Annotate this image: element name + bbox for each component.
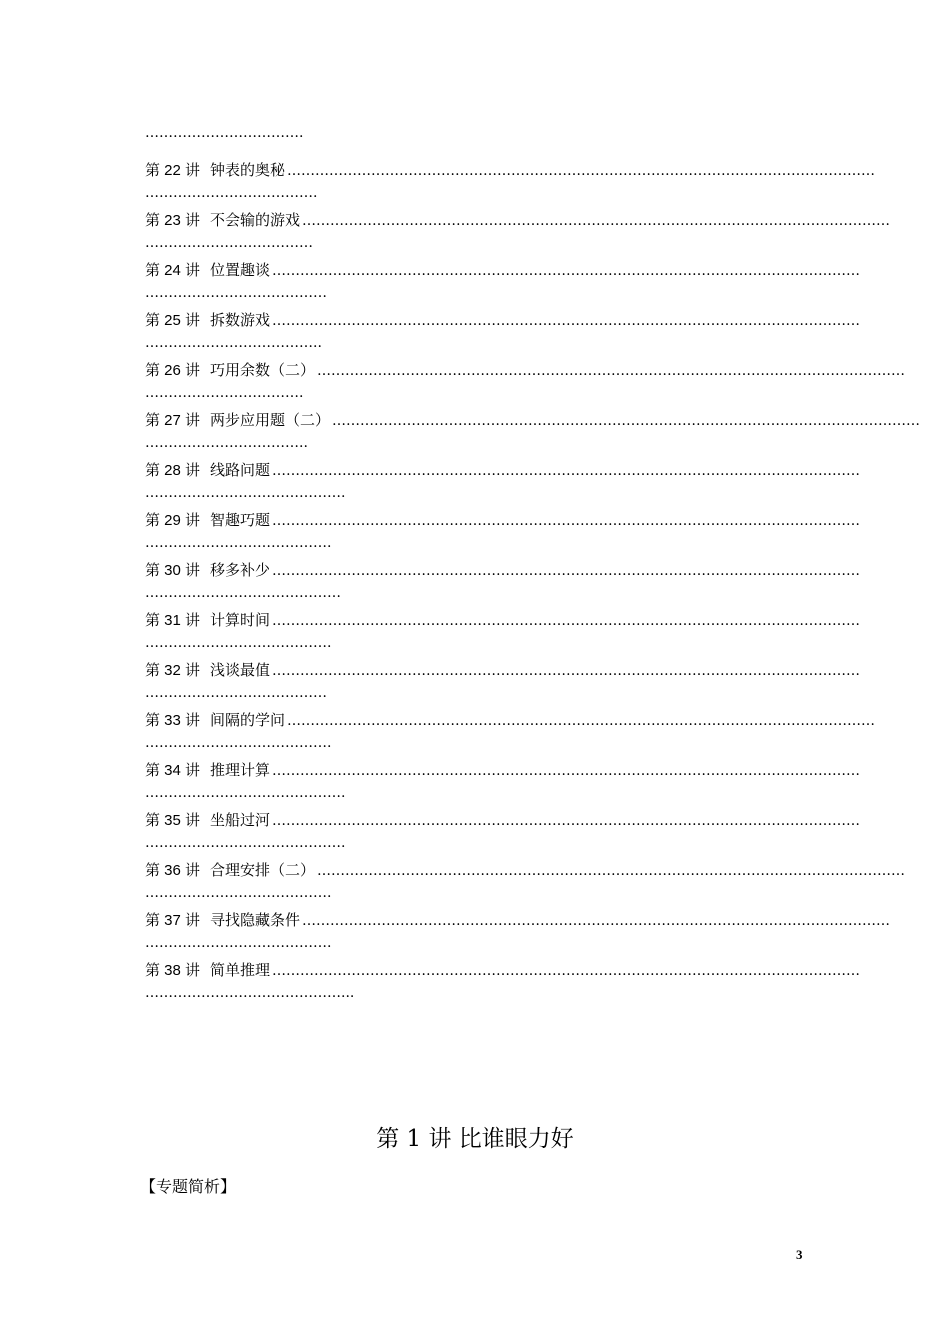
toc-leader-tail: …………………………………. — [145, 735, 332, 751]
toc-entry-title: 位置趣谈 — [210, 261, 271, 279]
toc-leader-dots: ……………………………………………………………………………………………………………… — [272, 513, 861, 529]
toc-leader-tail: ……………………………… — [145, 235, 313, 251]
toc-leader-dots: ……………………………………………………………………………………………………………… — [272, 563, 861, 579]
toc-entry[interactable] — [145, 358, 906, 408]
toc-entry-number: 第 31 讲 — [145, 612, 201, 629]
toc-leader-tail: …………………………………. — [145, 935, 332, 951]
toc-leader-tail: …………………………….. — [145, 435, 308, 451]
toc-leader-tail: …………………………………. — [145, 535, 332, 551]
toc-entry-title: 计算时间 — [210, 611, 271, 629]
toc-entry[interactable] — [145, 658, 861, 708]
toc-leader-tail: …………………………………. — [145, 885, 332, 901]
toc-entry-title: 寻找隐藏条件 — [210, 911, 301, 929]
toc-entry-number: 第 34 讲 — [145, 762, 201, 779]
toc-leader-tail: ……………………………. — [145, 385, 304, 401]
toc-entry-title: 线路问题 — [210, 461, 271, 479]
toc-entry-title: 不会输的游戏 — [210, 211, 301, 229]
toc-entry-title: 钟表的奥秘 — [210, 161, 286, 179]
toc-entry-number: 第 35 讲 — [145, 812, 201, 829]
toc-entry[interactable] — [145, 308, 861, 358]
toc-entry[interactable] — [145, 908, 891, 958]
toc-entry-number: 第 22 讲 — [145, 162, 201, 179]
toc-leader-dots: ……………………………………………………………………………………………………………… — [272, 313, 861, 329]
toc-entry-number: 第 37 讲 — [145, 912, 201, 929]
toc-leader-tail: …………………………………… — [145, 585, 341, 601]
toc-entry[interactable] — [145, 858, 906, 908]
table-of-contents — [145, 124, 921, 1008]
page-number: 3 — [796, 1247, 803, 1262]
toc-leader-dots: ……………………………………………………………………………………………………………… — [332, 413, 921, 429]
toc-leader-dots: ……………………………………………………………………………………………………………… — [317, 363, 906, 379]
toc-entry-number: 第 33 讲 — [145, 712, 201, 729]
toc-leader-tail: …………………………………. — [145, 635, 332, 651]
toc-entry-number: 第 32 讲 — [145, 662, 201, 679]
section-label: 【专题简析】 — [140, 1177, 237, 1196]
toc-leader-tail: ………………………………… — [145, 685, 327, 701]
toc-entry[interactable] — [145, 758, 861, 808]
toc-leader-tail: ……………………………………. — [145, 485, 346, 501]
toc-entry[interactable] — [145, 558, 861, 608]
toc-entry-title: 坐船过河 — [210, 811, 271, 829]
toc-entry-number: 第 26 讲 — [145, 362, 201, 379]
toc-leader-dots: ……………………………………………………………………………………………………………… — [272, 663, 861, 679]
toc-entry-number: 第 23 讲 — [145, 212, 201, 229]
toc-entry-title: 合理安排（二） — [210, 861, 316, 879]
toc-entry[interactable] — [145, 208, 891, 258]
toc-entry[interactable] — [145, 408, 921, 458]
toc-leader-dots: ……………………………………………………………………………………………………………… — [302, 913, 891, 929]
toc-leader-dots: ……………………………………………………………………………………………………………… — [317, 863, 906, 879]
toc-leader-dots: ……………………………………………………………………………………………………………… — [287, 163, 876, 179]
toc-entry-title: 拆数游戏 — [210, 311, 271, 329]
lecture-heading: 第 1 讲 比谁眼力好 — [376, 1126, 574, 1152]
toc-entry-number: 第 25 讲 — [145, 312, 201, 329]
toc-leader-dots: ……………………………………………………………………………………………………………… — [272, 813, 861, 829]
toc-leader-dots: ……………………………………………………………………………………………………………… — [272, 763, 861, 779]
toc-entry-number: 第 27 讲 — [145, 412, 201, 429]
toc-entry[interactable] — [145, 158, 876, 208]
toc-leader-tail: ………………………………… — [145, 285, 327, 301]
toc-entry[interactable] — [145, 708, 876, 758]
toc-entry[interactable] — [145, 958, 861, 1008]
toc-entry-title: 巧用余数（二） — [210, 361, 316, 379]
toc-continuation-dots: ……………………………. — [145, 125, 304, 141]
toc-leader-dots: ……………………………………………………………………………………………………………… — [272, 963, 861, 979]
toc-entry-title: 间隔的学问 — [210, 711, 286, 729]
toc-leader-tail: ……………………………………. — [145, 785, 346, 801]
toc-entry-title: 移多补少 — [210, 561, 271, 579]
toc-entry-number: 第 36 讲 — [145, 862, 201, 879]
toc-leader-dots: ……………………………………………………………………………………………………………… — [272, 463, 861, 479]
toc-entry[interactable] — [145, 258, 861, 308]
toc-leader-dots: ……………………………………………………………………………………………………………… — [302, 213, 891, 229]
toc-leader-tail: ……………………………………... — [145, 985, 355, 1001]
toc-entry[interactable] — [145, 508, 861, 558]
toc-leader-tail: ……………………………….. — [145, 335, 322, 351]
toc-entry-title: 浅谈最值 — [210, 661, 271, 679]
toc-entry-title: 推理计算 — [210, 761, 271, 779]
toc-leader-tail: ……………………………………. — [145, 835, 346, 851]
toc-entry-title: 简单推理 — [210, 961, 271, 979]
toc-entry-number: 第 24 讲 — [145, 262, 201, 279]
toc-entry-title: 智趣巧题 — [210, 511, 271, 529]
toc-entry[interactable] — [145, 458, 861, 508]
toc-entry[interactable] — [145, 608, 861, 658]
toc-entry-title: 两步应用题（二） — [210, 411, 331, 429]
toc-entry-number: 第 38 讲 — [145, 962, 201, 979]
toc-entry-number: 第 30 讲 — [145, 562, 201, 579]
toc-leader-tail: ………………………………. — [145, 185, 318, 201]
toc-entry-number: 第 28 讲 — [145, 462, 201, 479]
toc-leader-dots: ……………………………………………………………………………………………………………… — [272, 263, 861, 279]
toc-leader-dots: ……………………………………………………………………………………………………………… — [272, 613, 861, 629]
toc-leader-dots: ……………………………………………………………………………………………………………… — [287, 713, 876, 729]
toc-entry[interactable] — [145, 808, 861, 858]
toc-entry-number: 第 29 讲 — [145, 512, 201, 529]
